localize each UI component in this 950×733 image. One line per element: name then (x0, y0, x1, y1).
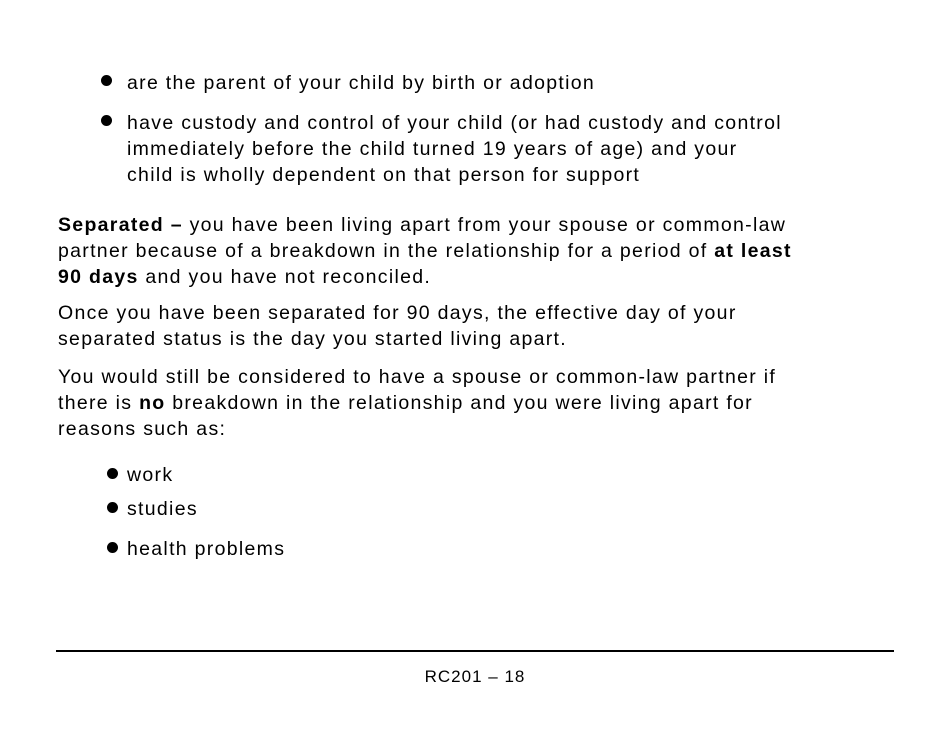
footer-divider (56, 650, 894, 652)
list-item-text: health problems (127, 538, 286, 560)
list-item-text: studies (127, 498, 198, 520)
emphasis-no: no (139, 392, 166, 414)
bullet-icon (107, 502, 118, 513)
emphasis-90-days: 90 days (58, 266, 139, 288)
separated-line-3 (58, 264, 431, 290)
separated-line-2 (58, 238, 792, 264)
bullet-icon (101, 75, 112, 86)
list-item-text: are the parent of your child by birth or adoption (127, 72, 596, 94)
still-line-1: You would still be considered to have a spouse or common-law partner if (58, 366, 777, 388)
effective-line-2: separated status is the day you started living apart. (58, 328, 567, 350)
bullet-icon (107, 468, 118, 479)
bullet-icon (107, 542, 118, 553)
bullet-icon (101, 115, 112, 126)
list-item-text-line: have custody and control of your child (or had custody and control (127, 112, 782, 134)
separated-line-3-text: and you have not reconciled. (138, 266, 432, 288)
page-number: RC201 – 18 (424, 667, 526, 686)
effective-line-1: Once you have been separated for 90 days, the effective day of your (58, 302, 737, 324)
list-item-text-line: child is wholly dependent on that person for support (127, 164, 641, 186)
still-line-3: reasons such as: (58, 418, 227, 440)
separated-line-1-text: you have been living apart from your spouse or common-law (182, 214, 787, 236)
still-line-2-text: there is (58, 392, 140, 414)
list-item-text-line: immediately before the child turned 19 years of age) and your (127, 138, 738, 160)
still-line-2-rest: breakdown in the relationship and you were living apart for (165, 392, 753, 414)
separated-line-1 (58, 212, 786, 238)
emphasis-at-least: at least (714, 240, 792, 262)
separated-line-2-text: partner because of a breakdown in the relationship for a period of (58, 240, 715, 262)
list-item-text: work (127, 464, 174, 486)
still-line-2 (58, 390, 753, 416)
separated-term: Separated – (58, 214, 183, 236)
